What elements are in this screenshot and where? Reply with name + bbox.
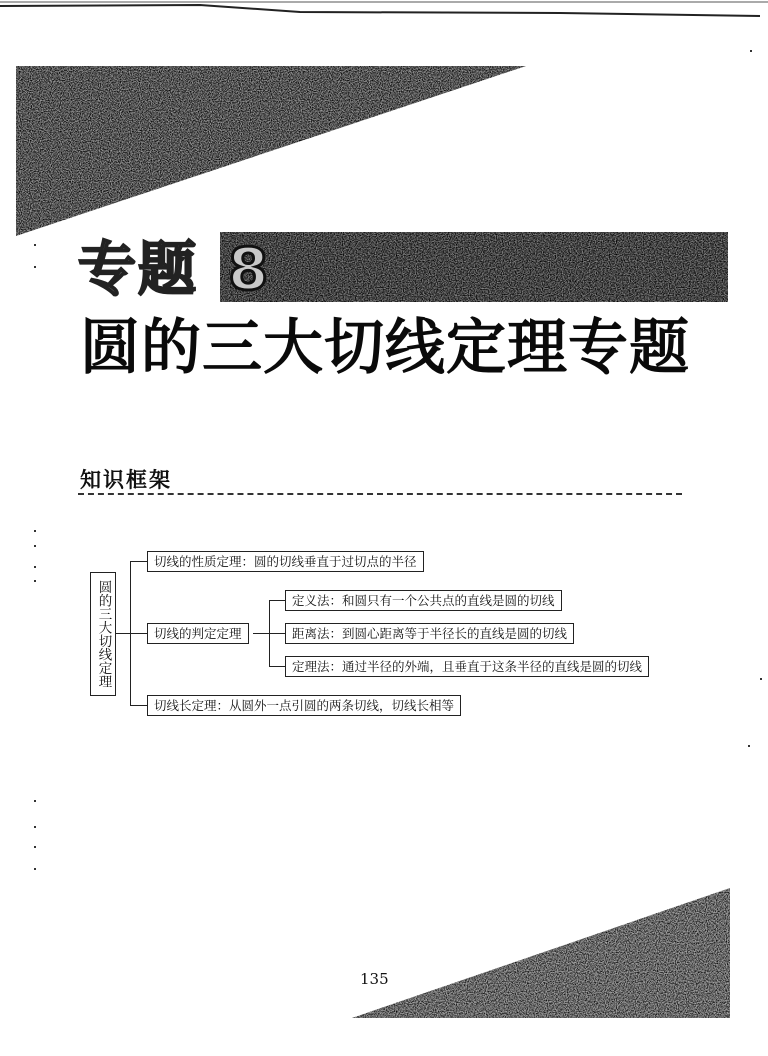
connector-line bbox=[130, 633, 147, 634]
section-divider bbox=[78, 493, 682, 495]
scan-speck bbox=[34, 530, 36, 532]
method-theorem: 定理法：通过半径的外端，且垂直于这条半径的直线是圆的切线 bbox=[285, 656, 649, 677]
scan-speck bbox=[34, 545, 36, 547]
method-definition: 定义法：和圆只有一个公共点的直线是圆的切线 bbox=[285, 590, 562, 611]
connector-line bbox=[269, 600, 285, 601]
connector-line bbox=[253, 633, 270, 634]
scan-speck bbox=[750, 50, 752, 52]
topic-prefix: 专题 bbox=[78, 235, 199, 303]
connector-line bbox=[130, 705, 147, 706]
section-title: 知识框架 bbox=[80, 468, 172, 492]
scan-speck bbox=[760, 678, 762, 680]
scan-speck bbox=[34, 580, 36, 582]
method-distance: 距离法：到圆心距离等于半径长的直线是圆的切线 bbox=[285, 623, 574, 644]
scan-speck bbox=[34, 826, 36, 828]
scan-speck bbox=[34, 244, 36, 246]
scan-speck bbox=[34, 266, 36, 268]
branch-tangent-property: 切线的性质定理：圆的切线垂直于过切点的半径 bbox=[147, 551, 424, 572]
connector-line bbox=[269, 633, 285, 634]
connector-line bbox=[130, 561, 147, 562]
decorative-halftone-banner bbox=[16, 66, 526, 236]
scan-speck bbox=[34, 868, 36, 870]
topic-number: 8 bbox=[228, 235, 269, 303]
scan-speck bbox=[748, 745, 750, 747]
page-title: 圆的三大切线定理专题 bbox=[80, 313, 690, 383]
scan-speck bbox=[34, 800, 36, 802]
scan-speck bbox=[34, 846, 36, 848]
page-number: 135 bbox=[360, 970, 389, 988]
decorative-halftone-footer bbox=[352, 888, 730, 1018]
branch-tangent-length: 切线长定理：从圆外一点引圆的两条切线，切线长相等 bbox=[147, 695, 461, 716]
framework-root: 圆的三大切线定理 bbox=[90, 572, 116, 696]
connector-line bbox=[269, 666, 285, 667]
header-halftone-strip bbox=[220, 232, 728, 302]
scan-top-edge bbox=[0, 0, 768, 20]
connector-line bbox=[115, 633, 131, 634]
scan-speck bbox=[34, 566, 36, 568]
branch-tangent-criterion: 切线的判定定理 bbox=[147, 623, 249, 644]
